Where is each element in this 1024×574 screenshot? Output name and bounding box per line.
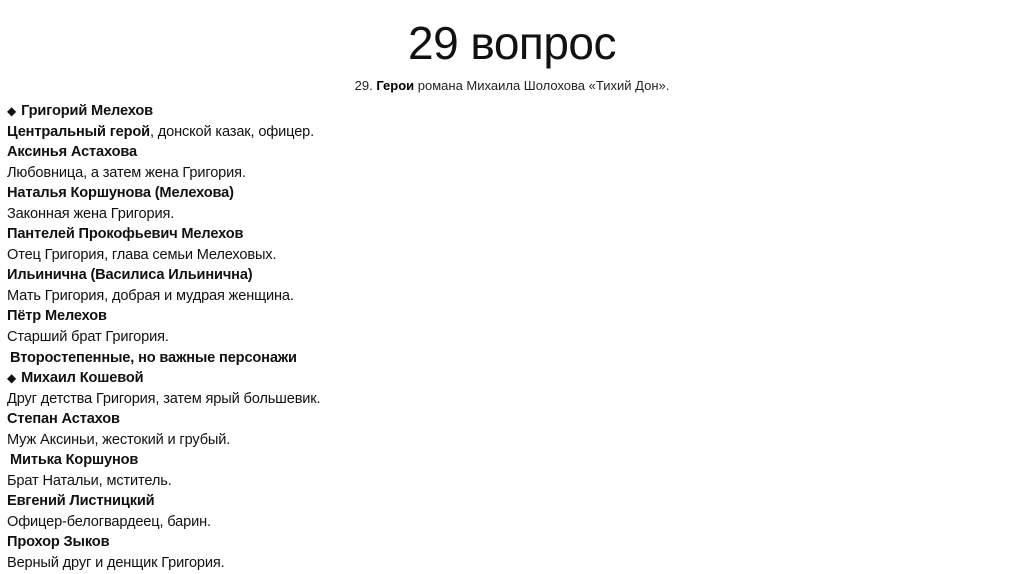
character-name: Второстепенные, но важные персонажи	[10, 349, 297, 366]
character-name: Ильинична (Василиса Ильинична)	[7, 267, 253, 284]
character-description: Старший брат Григория.	[7, 329, 169, 346]
list-item	[7, 204, 707, 225]
list-item	[7, 224, 707, 245]
list-item	[7, 512, 707, 533]
list-item	[7, 265, 707, 286]
list-item	[7, 430, 707, 451]
list-item	[7, 368, 707, 389]
character-description: Муж Аксиньи, жестокий и грубый.	[7, 431, 231, 448]
list-item	[7, 553, 707, 574]
list-item	[7, 183, 707, 204]
list-item	[7, 286, 707, 307]
character-name: Михаил Кошевой	[21, 370, 144, 387]
subtitle-prefix: 29.	[354, 78, 377, 93]
list-item	[7, 471, 707, 492]
character-description: Мать Григория, добрая и мудрая женщина.	[7, 287, 294, 304]
list-item	[7, 532, 707, 553]
character-description: Друг детства Григория, затем ярый большевик.	[7, 390, 321, 407]
character-description: Законная жена Григория.	[7, 205, 175, 222]
character-description: Офицер-белогвардеец, барин.	[7, 513, 211, 530]
character-name: Центральный герой	[7, 123, 150, 140]
character-name: Пётр Мелехов	[7, 308, 107, 325]
character-name: Григорий Мелехов	[21, 103, 153, 119]
character-list	[7, 101, 707, 574]
list-item	[7, 491, 707, 512]
character-description: Брат Натальи, мститель.	[7, 472, 172, 489]
character-description: , донской казак, офицер.	[149, 123, 315, 140]
character-name: Митька Коршунов	[10, 452, 139, 469]
character-name: Евгений Листницкий	[7, 493, 155, 510]
diamond-bullet-icon: ◆	[7, 104, 17, 118]
list-item	[7, 409, 707, 430]
list-item	[7, 163, 707, 184]
character-description: Верный друг и денщик Григория.	[7, 555, 225, 572]
list-item	[7, 389, 707, 410]
list-item	[7, 327, 707, 348]
character-description: Любовница, а затем жена Григория.	[7, 164, 246, 181]
list-item	[7, 450, 707, 471]
character-name: Степан Астахов	[7, 411, 120, 428]
list-item	[7, 142, 707, 163]
list-item	[7, 306, 707, 327]
list-item	[7, 348, 707, 369]
subtitle-rest: романа Михаила Шолохова «Тихий Дон».	[414, 78, 670, 93]
slide-title: 29 вопрос	[407, 17, 617, 69]
subtitle-bold: Герои	[376, 78, 415, 93]
character-name: Аксинья Астахова	[7, 144, 137, 161]
list-item	[7, 245, 707, 266]
slide-subtitle	[0, 78, 1024, 93]
list-item	[7, 101, 707, 122]
diamond-bullet-icon: ◆	[7, 371, 17, 386]
character-description: Отец Григория, глава семьи Мелеховых.	[7, 246, 277, 263]
character-name: Пантелей Прокофьевич Мелехов	[7, 226, 244, 243]
list-item	[7, 122, 707, 143]
character-name: Наталья Коршунова (Мелехова)	[7, 185, 234, 202]
character-name: Прохор Зыков	[7, 534, 110, 551]
